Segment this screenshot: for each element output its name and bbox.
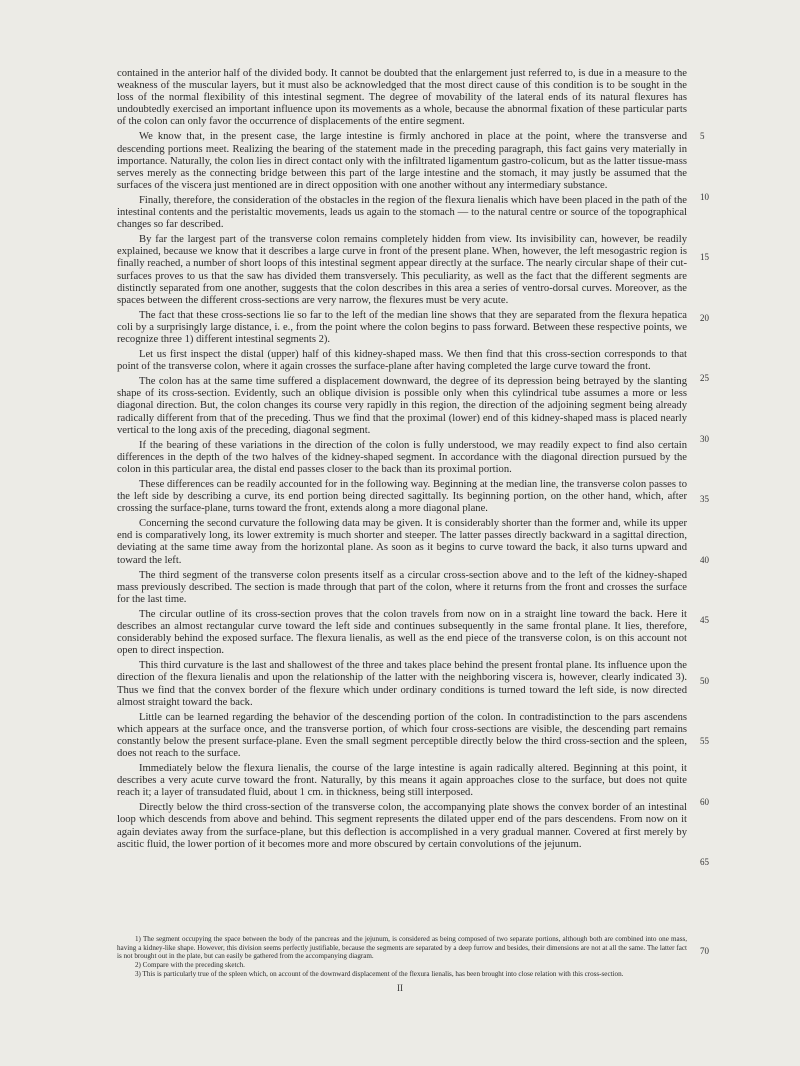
line-number: 55 [700,736,709,746]
page-number: II [397,983,403,993]
line-number: 65 [700,857,709,867]
paragraph: These differences can be readily accounted for in the following way. Beginning at the median line, the transverse colon passes to the left side by describing a curve, its end portion being directed sagittally. Its beginning portion, on the other hand, which, after crossing the surface-plane, turns toward the front, extends along a more diagonal plane. [117,479,687,515]
paragraph: The third segment of the transverse colon presents itself as a circular cross-section above and to the left of the kidney-shaped mass previously described. The section is made through that part of the colon, where it returns from the front and crosses the surface for the last time. [117,569,687,605]
line-number: 5 [700,131,705,141]
paragraph: Finally, therefore, the consideration of the obstacles in the region of the flexura lienalis which have been placed in the path of the intestinal contents and the peristaltic movements, leads us again to the stomach — to the natural centre or source of the topographical changes so far described. [117,194,687,231]
paragraph: Let us first inspect the distal (upper) half of this kidney-shaped mass. We then find that this cross-section corresponds to that point of the transverse colon, where it again crosses the surface-plane after having completed the large curve toward the front. [117,349,687,373]
line-number: 20 [700,313,709,323]
footnote: 1) The segment occupying the space between the body of the pancreas and the jejunum, is considered as being composed of two separate portions, although both are combined into one mass, having a kidney-like shape. However, this division seems perfectly justifiable, because the segments are separated by a deep furrow and besides, their dimensions are not at all the same. The latter fact is not brought out in the plate, but can easily be gathered from the accompanying diagram. [117,935,687,961]
paragraph: Immediately below the flexura lienalis, the course of the large intestine is again radically altered. Beginning at this point, it describes a very acute curve toward the front. Naturally, by this means it again approaches close to the surface, but does not quite reach it; a layer of transudated fluid, about 1 cm. in thickness, being still interposed. [117,763,687,799]
line-number: 50 [700,676,709,686]
line-number: 35 [700,494,709,504]
paragraph: Concerning the second curvature the following data may be given. It is considerably shorter than the former and, while its upper end is comparatively long, its lower extremity is much shorter and steeper. The latter passes directly backward in a sagittal direction, deviating at the same time away from the horizontal plane. As soon as it begins to curve toward the back, it also turns upward and toward the left. [117,518,687,566]
paragraph: We know that, in the present case, the large intestine is firmly anchored in place at the point, where the transverse and descending portions meet. Realizing the bearing of the statement made in the preceding paragraph, this fact gains very materially in importance. Naturally, the colon lies in direct contact only with the infiltrated ligamentum gastro-colicum, but as the latter tissue-mass serves merely as the connecting bridge between this part of the large intestine and the stomach, it may justly be assumed that the surfaces of the viscera just mentioned are in direct opposition with one another without any intermediary substance. [117,131,687,191]
paragraph: By far the largest part of the transverse colon remains completely hidden from view. Its invisibility can, however, be readily explained, because we know that it describes a large curve in front of the present plane. When, however, the left mesogastric region is finally reached, a number of short loops of this intestinal segment appear directly at the surface. The nearly circular shape of their cut-surfaces proves to us that the saw has divided them transversely. This peculiarity, as well as the fact that the different segments are distinctly separated from one another, suggests that the colon describes in this area a series of ventro-dorsal curves. Moreover, as the spaces between the different cross-sections are very narrow, the flexures must be very acute. [117,234,687,306]
line-number: 15 [700,252,709,262]
footnote: 3) This is particularly true of the spleen which, on account of the downward displacement of the flexura lienalis, has been brought into close relation with this cross-section. [135,969,624,978]
paragraph: Little can be learned regarding the behavior of the descending portion of the colon. In contradistinction to the pars ascendens which appears at the surface once, and the transverse portion, of which four cross-sections are visible, the descending part remains constantly below the present surface-plane. Even the small segment perceptible directly below the third cross-section and the spleen, does not reach to the surface. [117,711,687,759]
line-number: 40 [700,555,709,565]
footnotes [117,935,687,978]
paragraph: The colon has at the same time suffered a displacement downward, the degree of its depression being betrayed by the slanting shape of its cross-section. Evidently, such an oblique division is possible only when this cylindrical tube assumes a more or less diagonal direction. But, the colon changes its course very rapidly in this region, the direction of the adjoining segment being already radically different from that of the preceding. Thus we find that the proximal (lower) end of this kidney-shaped mass is placed nearly vertical to the long axis of the preceding, diagonal segment. [117,376,687,436]
line-number: 60 [700,797,709,807]
footnote: 2) Compare with the preceding sketch. [135,961,245,970]
paragraph: The fact that these cross-sections lie so far to the left of the median line shows that they are separated from the flexura hepatica coli by a surprisingly large distance, i. e., from the point where the colon begins to pass forward. Between these respective points, we recognize three 1) different intestinal segments 2). [117,309,687,345]
paragraph: Directly below the third cross-section of the transverse colon, the accompanying plate shows the convex border of an intestinal loop which descends from above and behind. This segment represents the dilated upper end of the pars descendens. From now on it again deviates away from the surface-plane, but this deflection is accomplished in a very gradual manner. Covered at first merely by ascitic fluid, the lower portion of it becomes more and more obscured by certain convolutions of the jejunum. [117,802,687,850]
paragraph: The circular outline of its cross-section proves that the colon travels from now on in a straight line toward the back. Here it describes an almost rectangular curve toward the left side and continues subsequently in the same frontal plane. It lies, therefore, considerably behind the exposed surface. The flexura lienalis, as well as the end piece of the transverse colon, is on this account not open to direct inspection. [117,608,687,657]
line-number: 10 [700,192,709,202]
body-text [117,68,687,854]
line-number: 25 [700,373,709,383]
line-number: 70 [700,946,709,956]
line-number: 30 [700,434,709,444]
paragraph: This third curvature is the last and shallowest of the three and takes place behind the present frontal plane. Its influence upon the direction of the flexura lienalis and upon the relationship of the latter with the neighboring viscera is, however, clearly indicated 3). Thus we find that the convex border of the flexure which under ordinary conditions is turned toward the left side, is now directed almost straight toward the back. [117,660,687,708]
paragraph: If the bearing of these variations in the direction of the colon is fully understood, we may readily expect to find also certain differences in the depth of the two halves of the kidney-shaped segment. In accordance with the diagonal direction pursued by the colon in this particular area, the distal end passes closer to the back than its proximal portion. [117,439,687,475]
line-number: 45 [700,615,709,625]
paragraph: contained in the anterior half of the divided body. It cannot be doubted that the enlargement just referred to, is due in a measure to the weakness of the muscular layers, but it must also be acknowledged that the most direct cause of this condition is to be sought in the loss of the normal flexibility of this intestinal segment. The degree of movability of the lateral ends of its natural flexures has undoubtedly exercised an important influence upon its movements as a whole, because the abnormal fixation of these particular parts of the colon can only favor the occurrence of displacements of the entire segment. [117,68,687,128]
